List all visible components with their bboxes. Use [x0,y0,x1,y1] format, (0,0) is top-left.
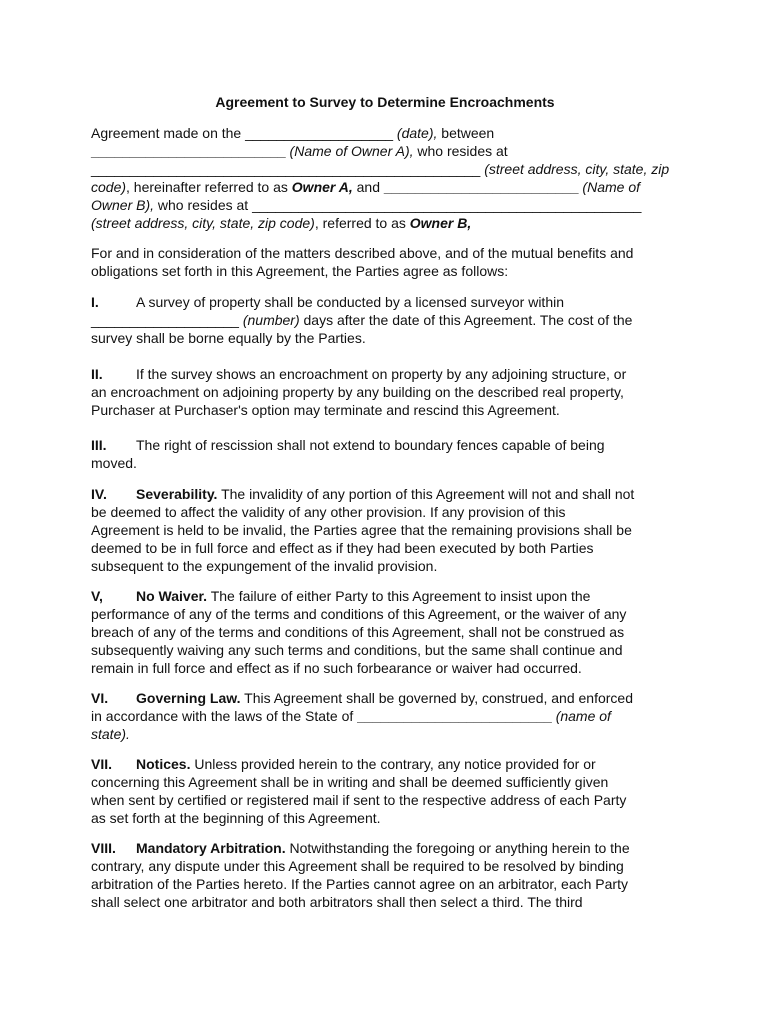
section-number: VI. [91,690,109,706]
consideration-line: obligations set forth in this Agreement, the Parties agree as follows: [91,263,509,279]
section-heading: Governing Law. [136,690,241,706]
owner-a-name-blank[interactable]: _________________________ [91,143,286,159]
intro-paragraph [91,124,681,232]
section-number: II. [91,366,103,382]
section-number: VII. [91,756,113,772]
state-name-blank[interactable]: _________________________ [357,708,552,724]
consideration-paragraph [91,244,681,280]
section-vi-governing-law: VI. Governing Law. This Agreement shall be governed by, construed, and enforced in accordance with the laws of the State of _________________________ (name of state). [91,690,634,742]
section-iii: III. The right of rescission shall not extend to boundary fences capable of being moved. [91,437,605,471]
section-ii: II. If the survey shows an encroachment on property by any adjoining structure, or an encroachment on adjoining property by any building on the described real property, Purchaser at Purchaser's option may terminate and rescind this Agreement. [91,366,627,418]
section-heading: No Waiver. [136,588,208,604]
owner-b-address-blank[interactable]: __________________________________________________ [252,197,642,213]
section-heading: Severability. [136,486,218,502]
section-iv-severability: IV. Severability. The invalidity of any portion of this Agreement will not and shall not be deemed to affect the validity of any other provision. If any provision of this Agreement is held to be invalid, the Parties agree that the remaining provisions shall be deemed to be in full force and effect as if they had been executed by both Parties subsequent to the expungement of the invalid provision. [91,486,635,574]
section-v-no-waiver: V, No Waiver. The failure of either Party to this Agreement to insist upon the performance of any of the terms and conditions of this Agreement, or the waiver of any breach of any of the terms and conditions of this Agreement, shall not be construed as subsequently waiving any such terms and conditions, but the same shall continue and remain in full force and effect as if no such forbearance or waiver had occurred. [91,588,627,676]
intro-line: _________________________ (Name of Owner A), who resides at [91,143,508,159]
section-number: V, [91,588,103,604]
intro-line: (street address, city, state, zip code), referred to as Owner B, [91,215,472,231]
section-number: IV. [91,486,107,502]
section-heading: Notices. [136,756,191,772]
intro-line: __________________________________________________ (street address, city, state, zip [91,161,670,177]
section-number: III. [91,437,107,453]
intro-line: code), hereinafter referred to as Owner A, and _________________________ (Name of [91,179,640,195]
section-i: I. A survey of property shall be conducted by a licensed surveyor within ___________________ (number) days after the date of this Agreement. The cost of the survey shall be borne equally by the Parties. [91,294,633,346]
owner-b-name-blank[interactable]: _________________________ [383,179,579,195]
section-number: VIII. [91,840,116,856]
section-viii-mandatory-arbitration: VIII. Mandatory Arbitration. Notwithstanding the foregoing or anything herein to the contrary, any dispute under this Agreement shall be required to be resolved by binding arbitration of the Parties hereto. If the Parties cannot agree on an arbitrator, each Party shall select one arbitrator and both arbitrators shall then select a third. The third [91,840,630,910]
document-title: Agreement to Survey to Determine Encroachments [215,94,555,110]
section-heading: Mandatory Arbitration. [136,840,286,856]
intro-line: Agreement made on the ___________________ (date), between [91,125,495,141]
intro-line: Owner B), who resides at __________________________________________________ [91,197,642,213]
owner-a-address-blank[interactable]: __________________________________________________ [91,161,485,177]
days-number-blank[interactable]: ___________________ [91,312,243,328]
consideration-line: For and in consideration of the matters described above, and of the mutual benefits and [91,245,634,261]
section-number: I. [91,294,99,310]
section-vii-notices: VII. Notices. Unless provided herein to the contrary, any notice provided for or concerning this Agreement shall be in writing and shall be deemed sufficiently given when sent by certified or registered mail if sent to the respective address of each Party as set forth at the beginning of this Agreement. [91,756,627,826]
